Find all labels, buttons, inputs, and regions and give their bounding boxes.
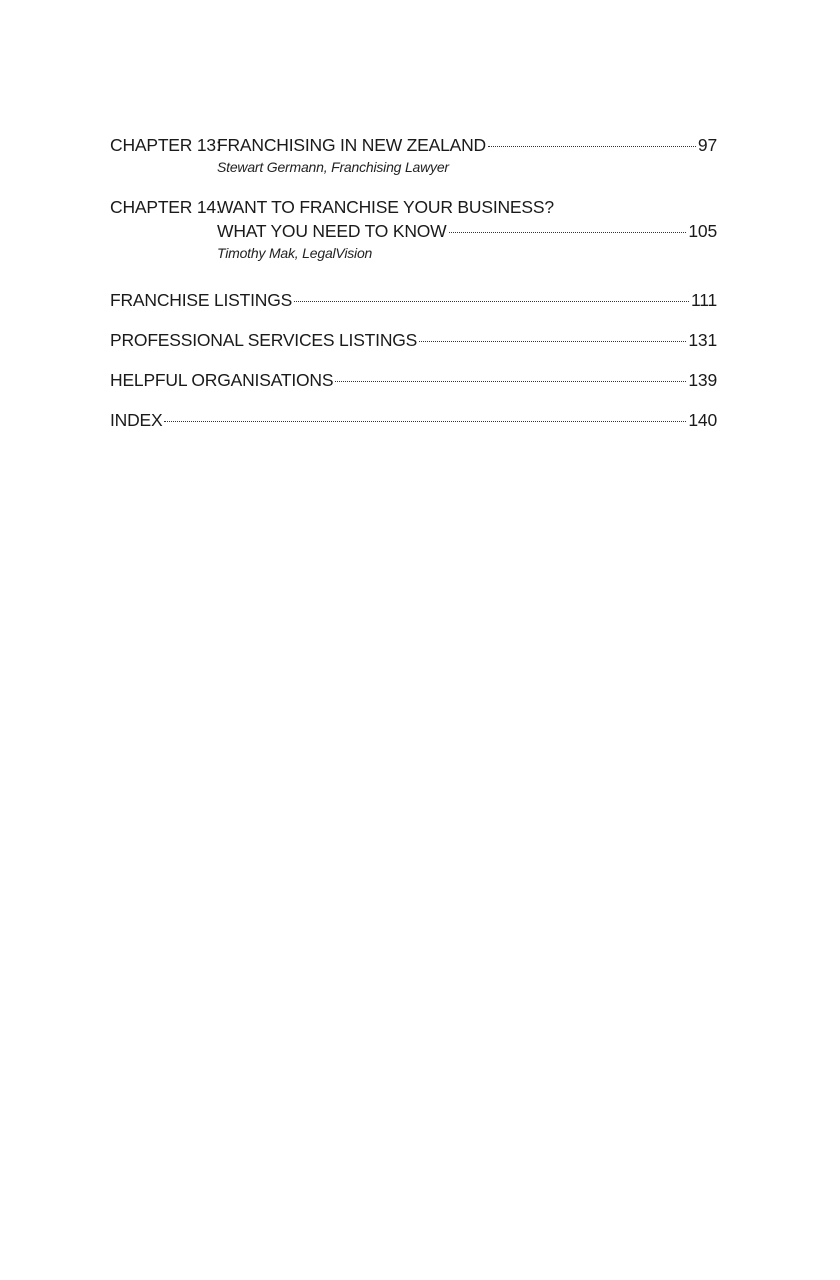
- chapter-label: CHAPTER 14:: [110, 197, 221, 217]
- table-of-contents: [110, 133, 717, 432]
- dot-leader: [335, 381, 686, 382]
- section-title: PROFESSIONAL SERVICES LISTINGS: [110, 330, 418, 350]
- chapter-title-line-1: WANT TO FRANCHISE YOUR BUSINESS?: [217, 197, 554, 217]
- toc-entry-helpful-organisations[interactable]: [110, 368, 717, 392]
- chapter-author: Timothy Mak, LegalVision: [217, 245, 373, 261]
- page-number: 140: [688, 410, 717, 430]
- dot-leader: [294, 301, 689, 302]
- page-number: 131: [688, 330, 717, 350]
- chapter-author: Stewart Germann, Franchising Lawyer: [217, 159, 449, 175]
- chapter-title-line-2: WHAT YOU NEED TO KNOW: [217, 221, 447, 241]
- toc-entry-franchise-listings[interactable]: [110, 288, 717, 312]
- toc-entry-chapter-14: [110, 195, 717, 263]
- dot-leader: [488, 146, 696, 147]
- toc-entry-professional-services-listings[interactable]: [110, 328, 717, 352]
- dot-leader: [164, 421, 686, 422]
- section-title: FRANCHISE LISTINGS: [110, 290, 293, 310]
- section-title: INDEX: [110, 410, 163, 430]
- page-number: 139: [688, 370, 717, 390]
- dot-leader: [419, 341, 686, 342]
- dot-leader: [449, 232, 687, 233]
- toc-entry-chapter-13: [110, 133, 717, 177]
- chapter-title: FRANCHISING IN NEW ZEALAND: [217, 135, 486, 155]
- toc-entry-index[interactable]: [110, 408, 717, 432]
- toc-line[interactable]: [110, 195, 717, 219]
- section-title: HELPFUL ORGANISATIONS: [110, 370, 334, 390]
- page-number: 105: [688, 221, 717, 241]
- page-number: 97: [697, 135, 717, 155]
- toc-line[interactable]: [217, 219, 717, 243]
- toc-line[interactable]: [110, 133, 717, 157]
- chapter-label: CHAPTER 13:: [110, 135, 221, 155]
- page-number: 111: [690, 290, 717, 310]
